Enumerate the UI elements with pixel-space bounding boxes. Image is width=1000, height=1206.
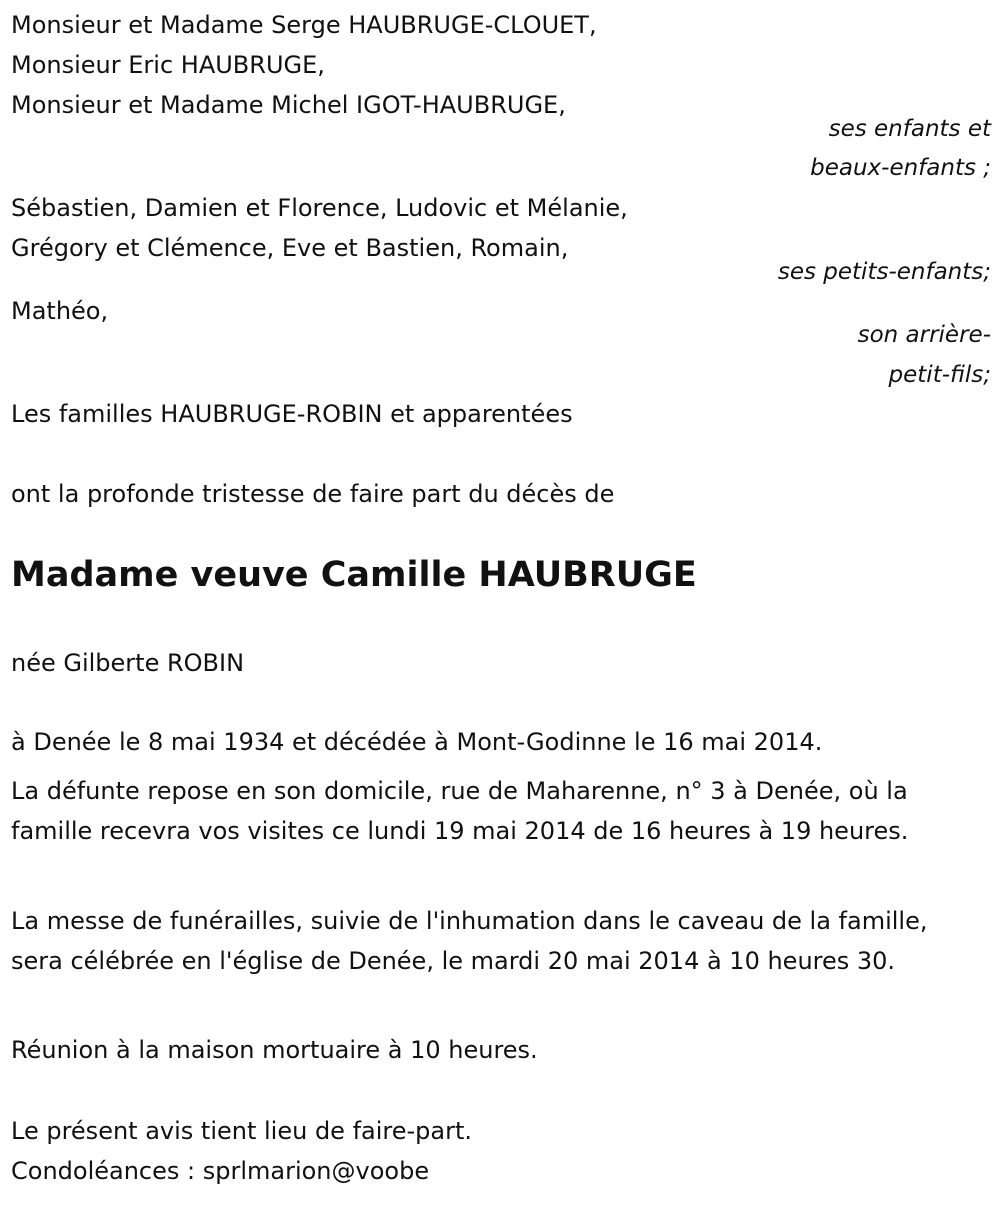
meeting-info: Réunion à la maison mortuaire à 10 heures.: [11, 1036, 538, 1064]
grandchildren-line-2: Grégory et Clémence, Eve et Bastien, Romain,: [11, 234, 569, 262]
children-role-line-1: ses enfants et: [828, 116, 991, 142]
grandchildren-line-1: Sébastien, Damien et Florence, Ludovic et Mélanie,: [11, 194, 628, 222]
great-grandchild: Mathéo,: [11, 297, 109, 325]
related-families: Les familles HAUBRUGE-ROBIN et apparentées: [11, 400, 573, 428]
birth-death-dates: à Denée le 8 mai 1934 et décédée à Mont-Godinne le 16 mai 2014.: [11, 728, 823, 756]
children-role-line-2: beaux-enfants ;: [810, 155, 991, 181]
deceased-name: Madame veuve Camille HAUBRUGE: [11, 555, 697, 595]
notice-text: Le présent avis tient lieu de faire-part.: [11, 1117, 473, 1145]
great-grandchild-role-line-1: son arrière-: [857, 322, 991, 348]
family-line-1: Monsieur et Madame Serge HAUBRUGE-CLOUET,: [11, 11, 597, 39]
family-line-3: Monsieur et Madame Michel IGOT-HAUBRUGE,: [11, 91, 566, 119]
funeral-paragraph: La messe de funérailles, suivie de l'inhumation dans le caveau de la famille, sera célébrée en l'église de Denée, le mardi 20 mai 2014 à 10 heures 30.: [11, 907, 928, 975]
family-line-2: Monsieur Eric HAUBRUGE,: [11, 51, 325, 79]
announcement-text: ont la profonde tristesse de faire part du décès de: [11, 480, 615, 508]
great-grandchild-role-line-2: petit-fils;: [888, 362, 991, 388]
condolences-contact: Condoléances : sprlmarion@voobe: [11, 1157, 430, 1185]
grandchildren-role: ses petits-enfants;: [777, 259, 991, 285]
birth-name: née Gilberte ROBIN: [11, 649, 245, 677]
visitation-paragraph: La défunte repose en son domicile, rue de Maharenne, n° 3 à Denée, où la famille recevra vos visites ce lundi 19 mai 2014 de 16 heures à 19 heures.: [11, 777, 909, 845]
